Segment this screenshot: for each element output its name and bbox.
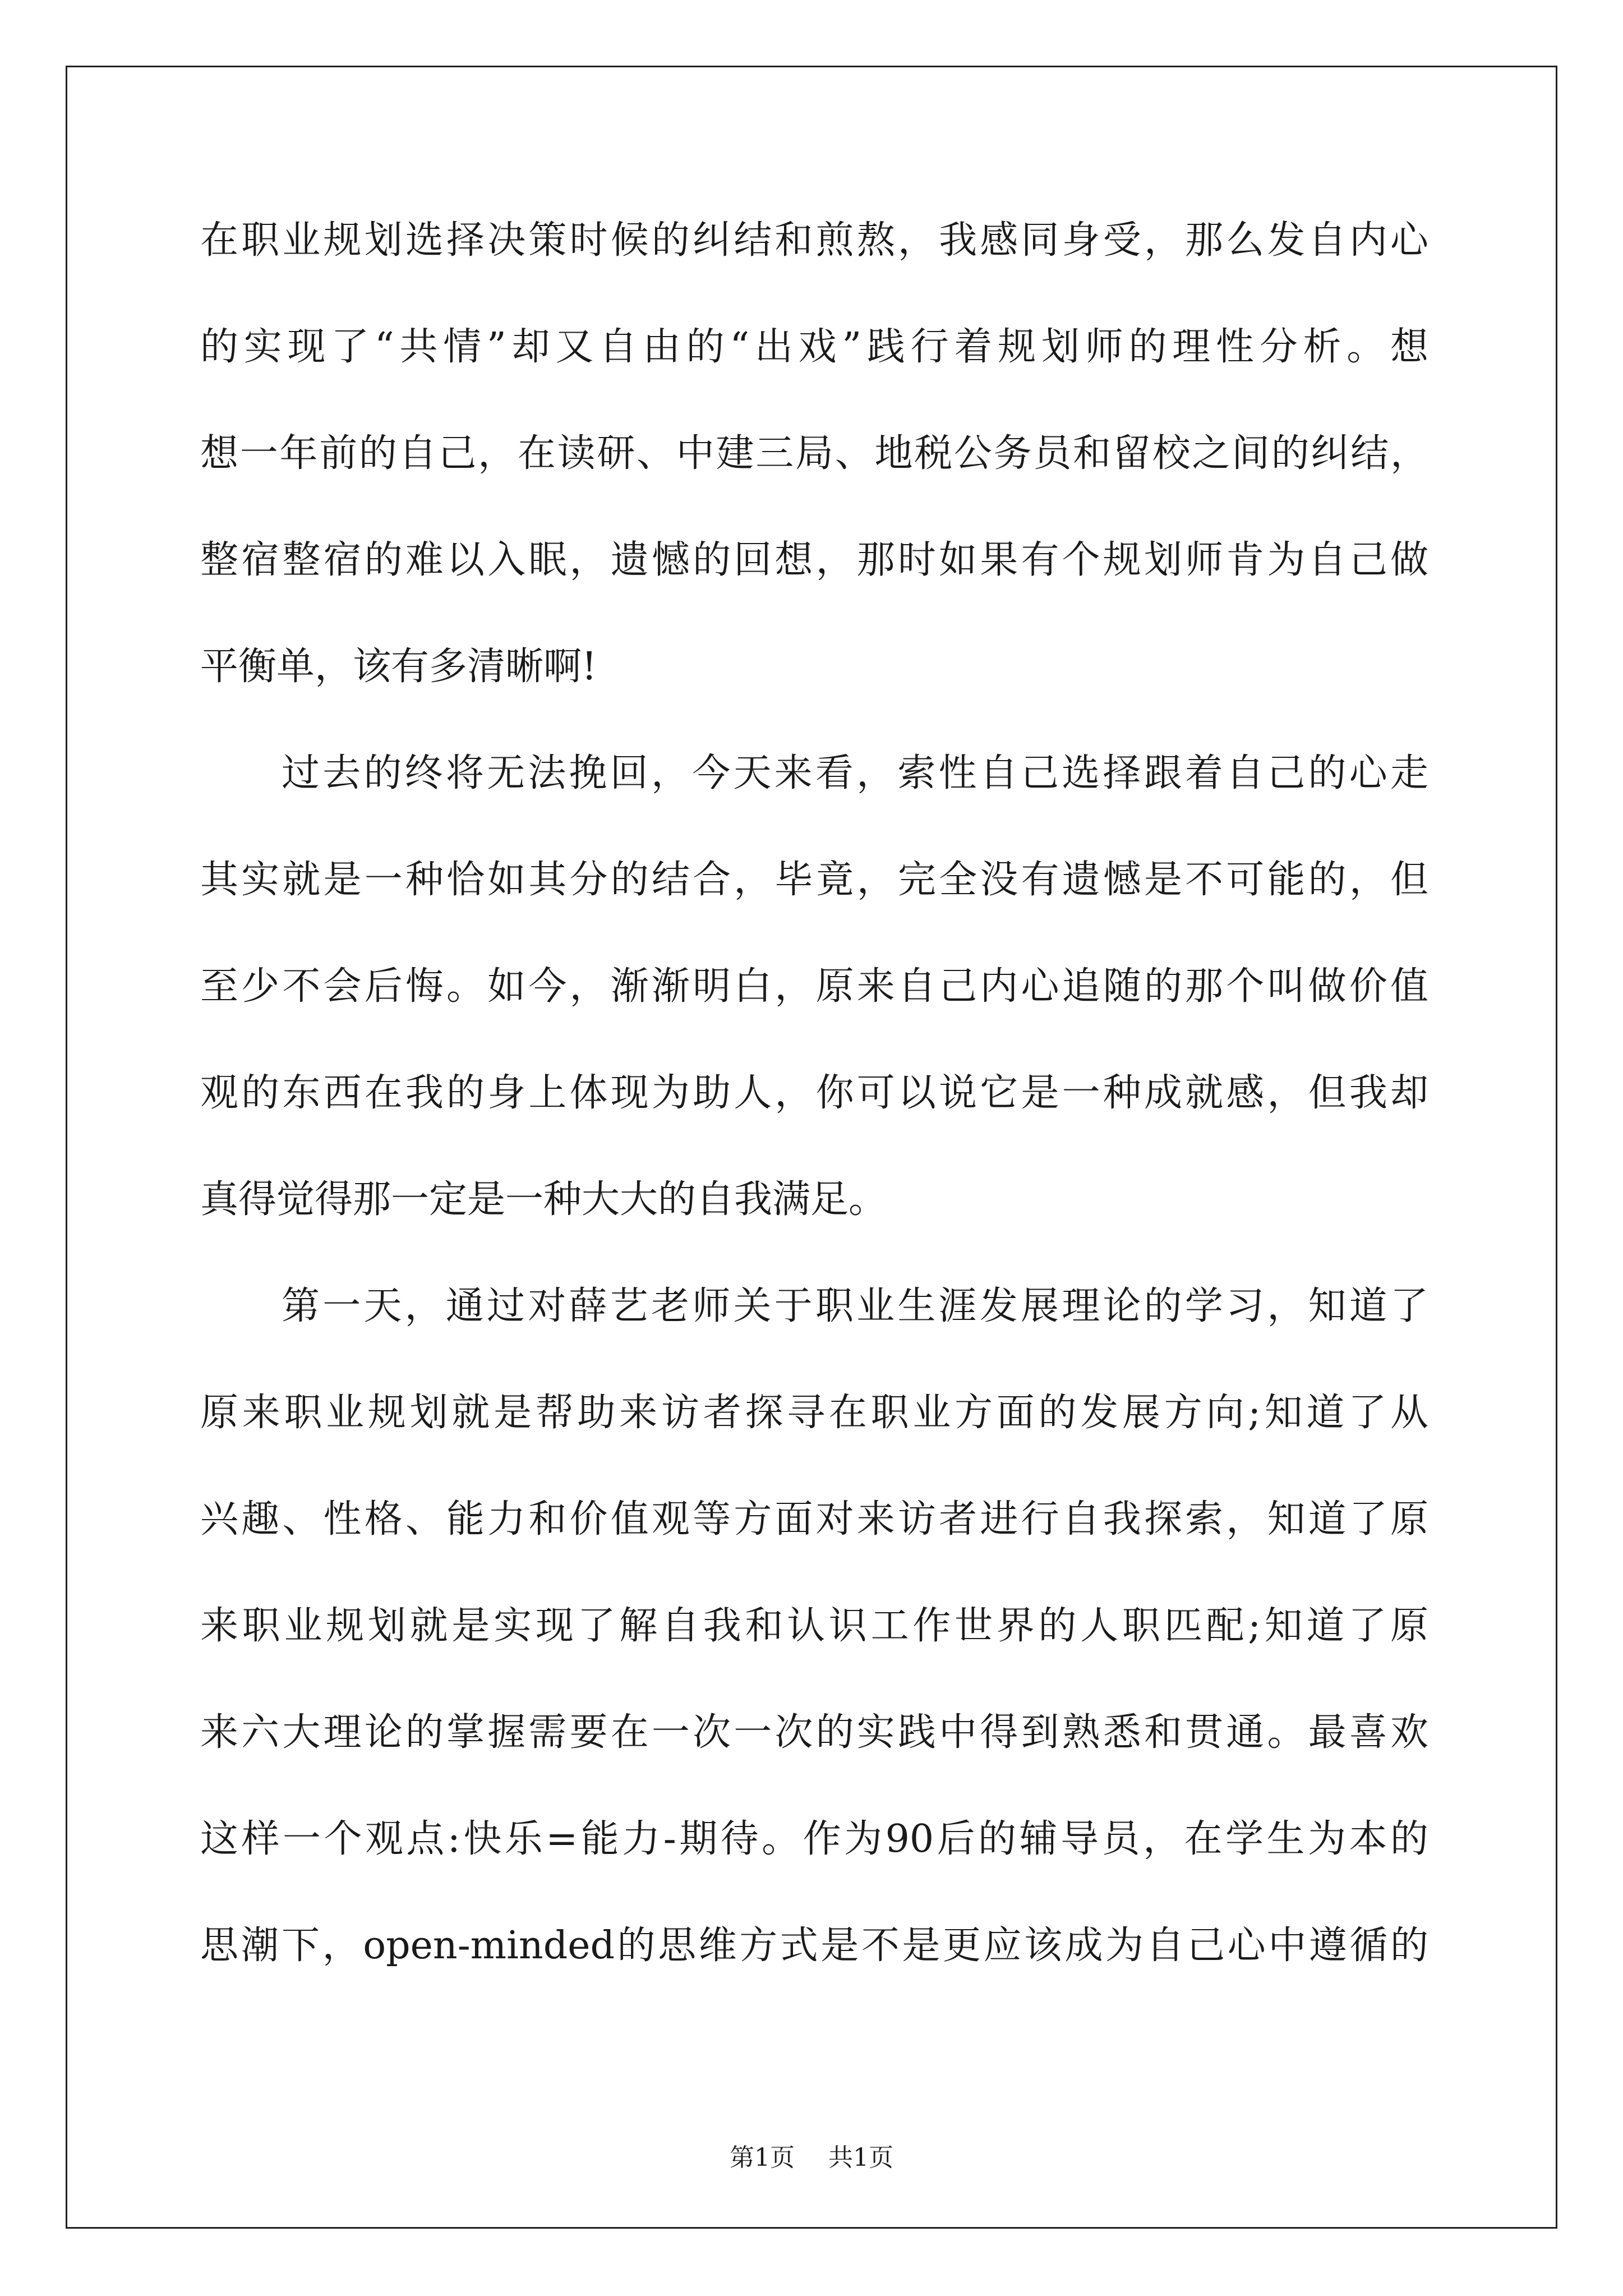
text-line: 想一年前的自己，在读研、中建三局、地税公务员和留校之间的纠结， (200, 431, 1428, 476)
text-line: 观的东西在我的身上体现为助人，你可以说它是一种成就感，但我却 (200, 1071, 1428, 1115)
document-body (200, 215, 1428, 2027)
text-line: 整宿整宿的难以入眠，遗憾的回想，那时如果有个规划师肯为自己做 (200, 538, 1428, 582)
text-line: 原来职业规划就是帮助来访者探寻在职业方面的发展方向;知道了从 (200, 1391, 1428, 1435)
text-line: 的实现了“共情”却又自由的“出戏”践行着规划师的理性分析。想 (200, 325, 1428, 369)
text-line: 思潮下，open-minded的思维方式是不是更应该成为自己心中遵循的 (200, 1924, 1428, 1968)
text-line: 来职业规划就是实现了解自我和认识工作世界的人职匹配;知道了原 (200, 1604, 1428, 1648)
paragraph-first-line: 第一天，通过对薛艺老师关于职业生涯发展理论的学习，知道了 (282, 1284, 1428, 1328)
page-number-total: 共1页 (828, 2143, 893, 2172)
text-line: 兴趣、性格、能力和价值观等方面对来访者进行自我探索，知道了原 (200, 1497, 1428, 1542)
page-footer (0, 2137, 1623, 2173)
text-line: 来六大理论的掌握需要在一次一次的实践中得到熟悉和贯通。最喜欢 (200, 1710, 1428, 1755)
text-line: 其实就是一种恰如其分的结合，毕竟，完全没有遗憾是不可能的，但 (200, 858, 1428, 902)
paragraph-first-line: 过去的终将无法挽回，今天来看，索性自己选择跟着自己的心走 (282, 751, 1428, 795)
text-line: 这样一个观点:快乐=能力-期待。作为90后的辅导员，在学生为本的 (200, 1817, 1428, 1861)
text-line: 至少不会后悔。如今，渐渐明白，原来自己内心追随的那个叫做价值 (200, 964, 1428, 1009)
page-number-current: 第1页 (730, 2143, 795, 2172)
text-line: 平衡单，该有多清晰啊! (200, 645, 597, 689)
text-line: 在职业规划选择决策时候的纠结和煎熬，我感同身受，那么发自内心 (200, 218, 1428, 263)
text-line: 真得觉得那一定是一种大大的自我满足。 (200, 1177, 887, 1222)
